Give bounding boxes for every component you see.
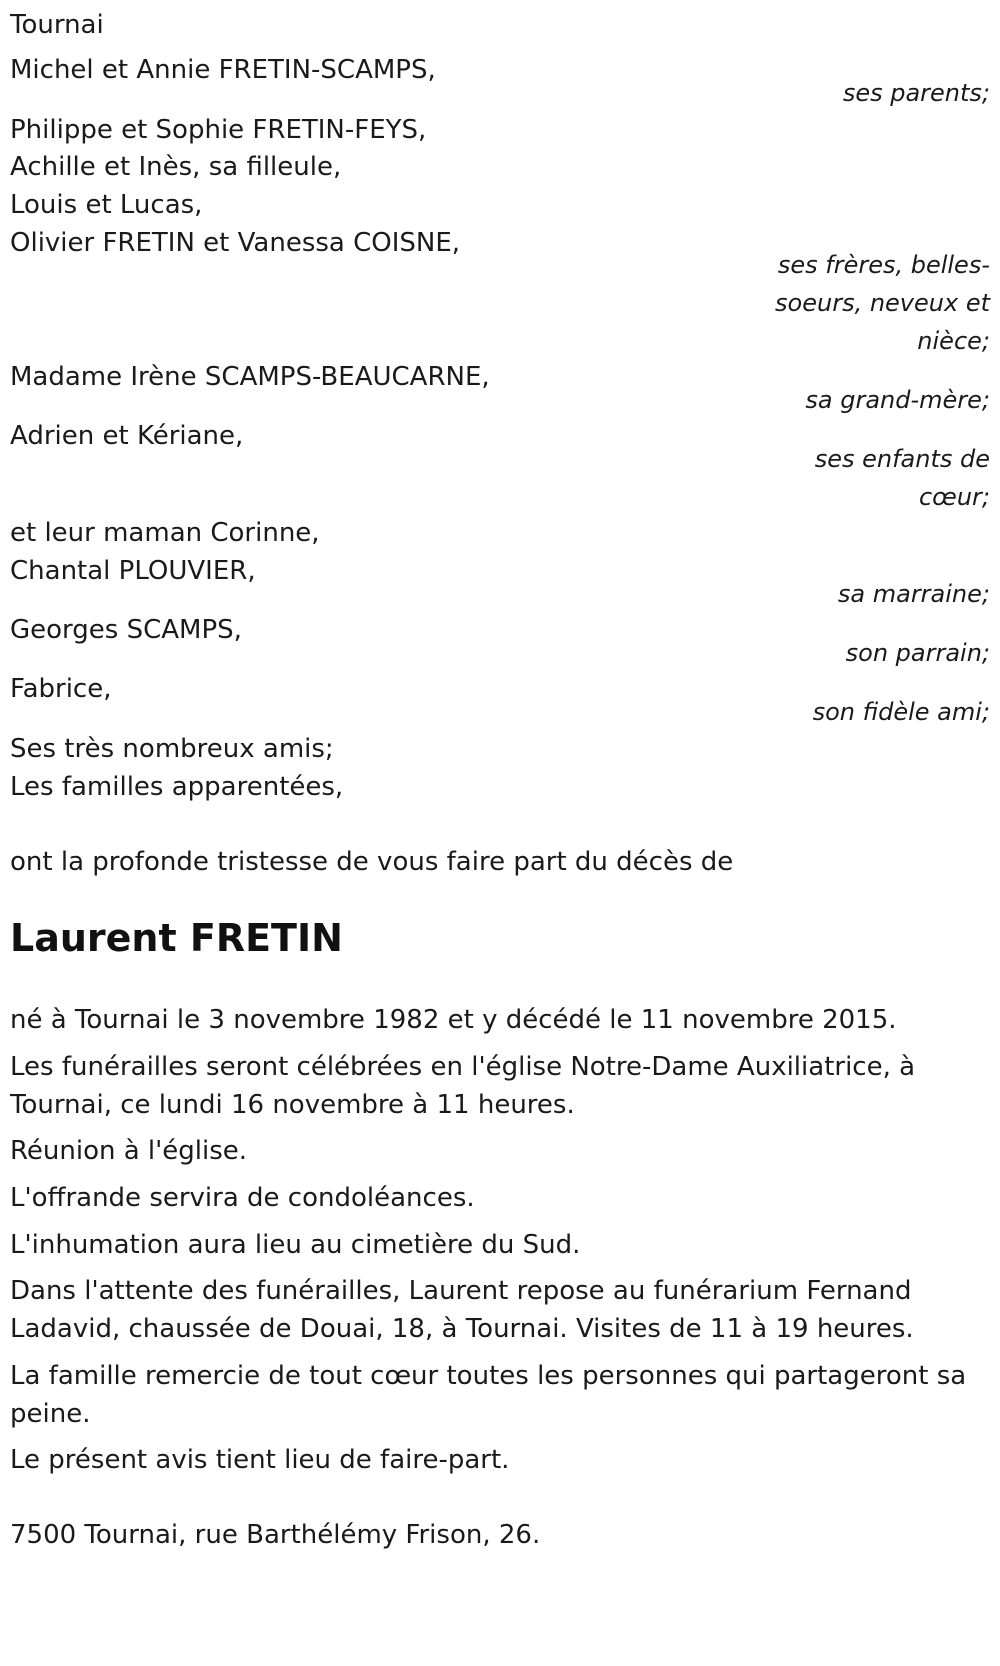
city-heading: Tournai [10,10,104,40]
family-role: son fidèle ami; [812,698,990,726]
detail-paragraph: Les funérailles seront célébrées en l'église Notre-Dame Auxiliatrice, à Tournai, ce lundi 16 novembre à 11 heures. [10,1052,916,1120]
detail-paragraph: né à Tournai le 3 novembre 1982 et y décédé le 11 novembre 2015. [10,1005,897,1035]
deceased-name: Laurent FRETIN [10,916,343,960]
family-name-line: Georges SCAMPS, [10,615,242,645]
detail-paragraph: Réunion à l'église. [10,1136,248,1166]
detail-paragraph: Dans l'attente des funérailles, Laurent repose au funérarium Fernand Ladavid, chaussée de Douai, 18, à Tournai. Visites de 11 à 19 heures. [10,1276,914,1344]
family-role: ses enfants de [814,445,990,473]
family-name-line: Philippe et Sophie FRETIN-FEYS, [10,115,427,145]
detail-paragraph: La famille remercie de tout cœur toutes les personnes qui partageront sa peine. [10,1361,967,1429]
detail-paragraph: Le présent avis tient lieu de faire-part. [10,1445,510,1475]
family-name-line: Adrien et Kériane, [10,421,244,451]
family-name-line: Ses très nombreux amis; [10,734,334,764]
family-name-line: Fabrice, [10,674,112,704]
detail-paragraph: L'offrande servira de condoléances. [10,1183,475,1213]
detail-paragraph: L'inhumation aura lieu au cimetière du Sud. [10,1230,581,1260]
family-role: sa marraine; [837,580,990,608]
family-role: son parrain; [845,639,990,667]
family-role: sa grand-mère; [805,386,990,414]
family-name-line: Achille et Inès, sa filleule, [10,152,342,182]
family-role: soeurs, neveux et [775,289,990,317]
family-name-line: Chantal PLOUVIER, [10,556,256,586]
family-name-line: Les familles apparentées, [10,772,344,802]
family-role: nièce; [917,327,990,355]
family-name-line: et leur maman Corinne, [10,518,320,548]
family-role: cœur; [918,483,990,511]
family-address: 7500 Tournai, rue Barthélémy Frison, 26. [10,1520,541,1550]
family-name-line: Michel et Annie FRETIN-SCAMPS, [10,55,436,85]
announcement-text: ont la profonde tristesse de vous faire part du décès de [10,847,734,877]
family-name-line: Louis et Lucas, [10,190,203,220]
family-name-line: Madame Irène SCAMPS-BEAUCARNE, [10,362,490,392]
family-role: ses parents; [842,79,990,107]
family-role: ses frères, belles- [777,251,990,279]
family-name-line: Olivier FRETIN et Vanessa COISNE, [10,228,461,258]
